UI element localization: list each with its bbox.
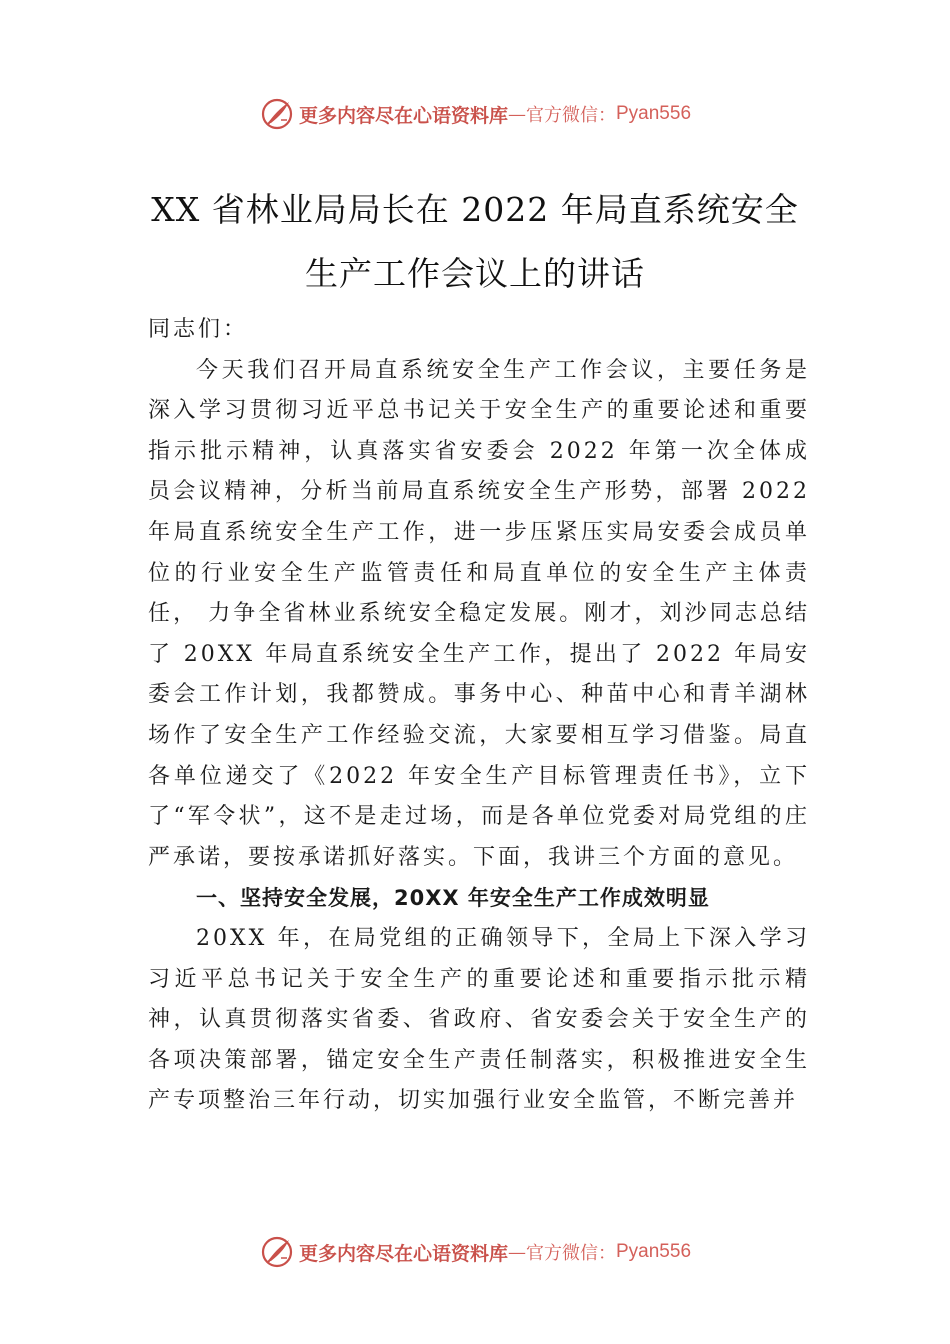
document-title-line-2: 生产工作会议上的讲话 [305,254,645,293]
section-heading-1: 一、坚持安全发展，20XX 年安全生产工作成效明显 [196,886,710,911]
paragraph-2: 20XX 年，在局党组的正确领导下，全局上下深入学习习近平总书记关于安全生产的重要论述和重要指示批示精神，认真贯彻落实省委、省政府、省安委会关于安全生产的各项决策部署，锚定安全生产责任制落实，积极推进安全生产专项整治三年行动，切实加强行业安全监管，不断完善并 [148,925,810,1114]
banner-dash: — [508,103,526,125]
banner-wechat-id: Pyan556 [616,1241,692,1262]
document-body [148,310,810,1122]
banner-wechat-id: Pyan556 [616,103,692,124]
banner-dash: — [508,1241,526,1263]
greeting: 同志们： [148,317,249,342]
header-banner [0,94,950,134]
banner-library-name: 更多内容尽在心语资料库 [298,104,508,127]
banner-library-name: 更多内容尽在心语资料库 [298,1242,508,1265]
document-title-line-1: XX 省林业局局长在 2022 年局直系统安全 [151,190,799,229]
paragraph-1: 今天我们召开局直系统安全生产工作会议，主要任务是深入学习贯彻习近平总书记关于安全生产的重要论述和重要指示批示精神，认真落实省安委会 2022 年第一次全体成员会议精神，分析当前局直系统安全生产形势，部署 2022 年局直系统安全生产工作，进一步压紧压实局安委会成员单位的行业安全生产监管责任和局直单位的安全生产主体责任， 力争全省林业系统安全稳定发展。刚才，刘沙同志总结了 20XX 年局直系统安全生产工作，提出了 2022 年局安委会工作计划，我都赞成。事务中心、种苗中心和青羊湖林场作了安全生产工作经验交流，大家要相互学习借鉴。局直各单位递交了《2022 年安全生产目标管理责任书》，立下了“军令状”，这不是走过场，而是各单位党委对局党组的庄严承诺，要按承诺抓好落实。下面，我讲三个方面的意见。 [148,357,810,870]
banner-wechat-label: 官方微信： [526,1243,616,1264]
banner-wechat-label: 官方微信： [526,105,616,126]
quill-pen-logo-icon [259,1234,295,1270]
footer-banner [0,1232,950,1272]
quill-pen-logo-icon [259,96,295,132]
